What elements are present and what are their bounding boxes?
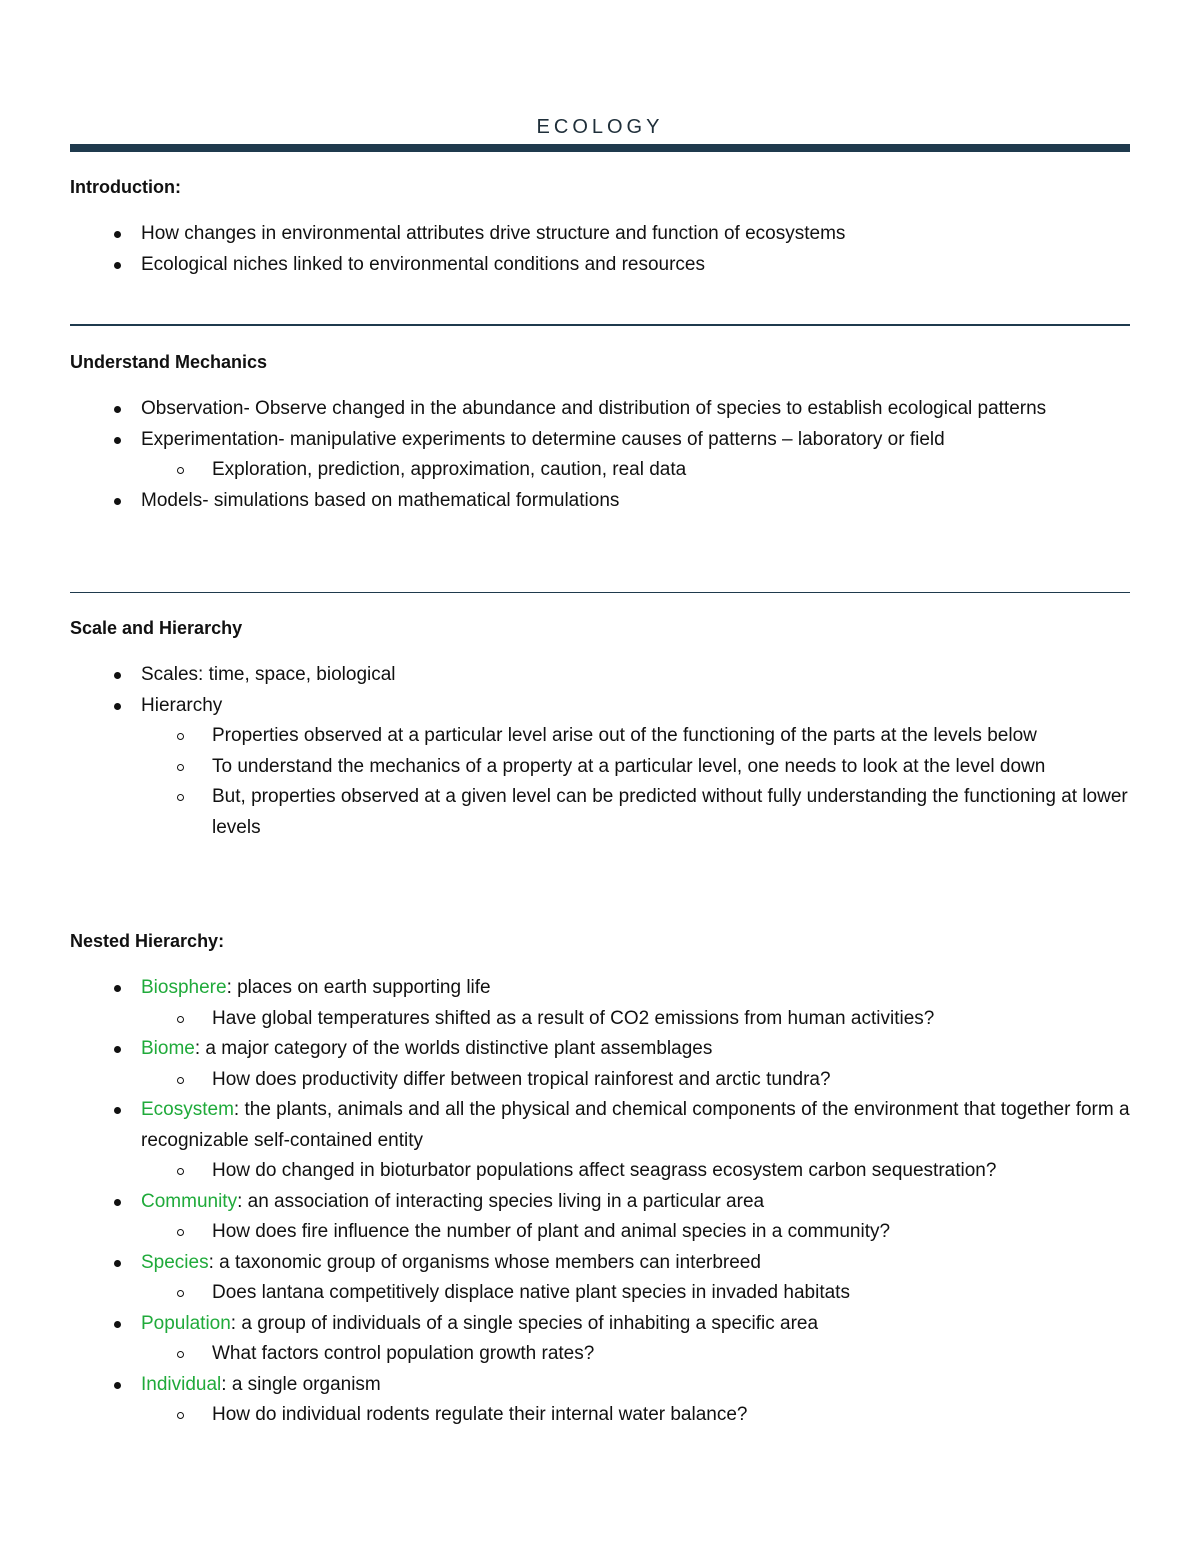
bullet-icon — [114, 262, 121, 269]
bullet-icon — [114, 498, 121, 505]
sub-list-item: But, properties observed at a given level can be predicted without fully understanding the functioning at lower levels — [70, 782, 1130, 843]
bullet-icon — [114, 985, 121, 992]
section-introduction — [70, 175, 1130, 280]
list-item: Community: an association of interacting species living in a particular area How does fire influence the number of plant and animal species in a community? — [70, 1187, 1130, 1248]
term-ecosystem: Ecosystem — [141, 1099, 234, 1120]
section-heading-introduction: Introduction: — [70, 177, 181, 197]
document-title: ECOLOGY — [536, 116, 664, 138]
list-item: Individual: a single organism How do individual rodents regulate their internal water balance? — [70, 1370, 1130, 1431]
list-item: Hierarchy Properties observed at a particular level arise out of the functioning of the parts at the levels below To understand the mechanics of a property at a particular level, one needs to look at the level down But, properties observed at a given level can be predicted without fully understanding the functioning at lower levels — [70, 691, 1130, 844]
list-item: Species: a taxonomic group of organisms whose members can interbreed Does lantana competitively displace native plant species in invaded habitats — [70, 1248, 1130, 1309]
list-item: Biome: a major category of the worlds distinctive plant assemblages How does productivity differ between tropical rainforest and arctic tundra? — [70, 1034, 1130, 1095]
term-biome: Biome — [141, 1038, 195, 1059]
bullet-icon — [114, 1107, 121, 1114]
circle-bullet-icon — [177, 1229, 184, 1236]
section-heading-scale: Scale and Hierarchy — [70, 618, 243, 638]
list-item: Models- simulations based on mathematical formulations — [70, 486, 1130, 517]
title-rule — [70, 144, 1130, 152]
bullet-icon — [114, 406, 121, 413]
list-item: How changes in environmental attributes drive structure and function of ecosystems — [70, 219, 1130, 250]
bullet-icon — [114, 437, 121, 444]
scale-sublist — [141, 721, 1130, 843]
term-community: Community — [141, 1190, 238, 1212]
term-species: Species — [141, 1251, 209, 1273]
circle-bullet-icon — [177, 1290, 184, 1297]
bullet-icon — [114, 672, 121, 679]
sub-list-item: How does fire influence the number of plant and animal species in a community? — [70, 1217, 1130, 1248]
sub-list-item: Have global temperatures shifted as a result of CO2 emissions from human activities? — [70, 1004, 1130, 1035]
bullet-icon — [114, 231, 121, 238]
bullet-icon — [114, 1382, 121, 1389]
sub-list-item: To understand the mechanics of a property at a particular level, one needs to look at the level down — [70, 752, 1130, 783]
section-mechanics — [70, 350, 1130, 516]
sub-list-item: Exploration, prediction, approximation, caution, real data — [70, 455, 1130, 486]
circle-bullet-icon — [177, 1351, 184, 1358]
bullet-icon — [114, 1321, 121, 1328]
circle-bullet-icon — [177, 794, 184, 801]
list-item: Ecological niches linked to environmental conditions and resources — [70, 250, 1130, 281]
nested-list — [70, 973, 1130, 1431]
sub-list-item: What factors control population growth rates? — [70, 1339, 1130, 1370]
list-item: Scales: time, space, biological — [70, 660, 1130, 691]
list-item: Biosphere: places on earth supporting life Have global temperatures shifted as a result of CO2 emissions from human activities? — [70, 973, 1130, 1034]
section-divider — [70, 324, 1130, 326]
circle-bullet-icon — [177, 1016, 184, 1023]
sub-list-item: Properties observed at a particular level arise out of the functioning of the parts at the levels below — [70, 721, 1130, 752]
mechanics-sublist — [141, 455, 1130, 486]
term-individual: Individual — [141, 1373, 222, 1395]
bullet-icon — [114, 1260, 121, 1267]
bullet-icon — [114, 1199, 121, 1206]
circle-bullet-icon — [177, 764, 184, 771]
section-nested-hierarchy — [70, 929, 1130, 1431]
section-heading-nested: Nested Hierarchy: — [70, 931, 225, 951]
sub-list-item: Does lantana competitively displace native plant species in invaded habitats — [70, 1278, 1130, 1309]
section-scale — [70, 616, 1130, 843]
scale-list — [70, 660, 1130, 843]
term-biosphere: Biosphere — [141, 977, 227, 998]
list-item: Experimentation- manipulative experiments to determine causes of patterns – laboratory or field Exploration, prediction, approximation, caution, real data — [70, 425, 1130, 486]
list-item: Ecosystem: the plants, animals and all the physical and chemical components of the environment that together form a recognizable self-contained entity How do changed in bioturbator populations affect seagrass ecosystem carbon sequestration? — [70, 1095, 1130, 1187]
circle-bullet-icon — [177, 733, 184, 740]
bullet-icon — [114, 1046, 121, 1053]
bullet-icon — [114, 703, 121, 710]
list-item: Population: a group of individuals of a single species of inhabiting a specific area What factors control population growth rates? — [70, 1309, 1130, 1370]
introduction-list — [70, 219, 1130, 280]
circle-bullet-icon — [177, 1412, 184, 1419]
sub-list-item: How do individual rodents regulate their internal water balance? — [70, 1400, 1130, 1431]
sub-list-item: How do changed in bioturbator populations affect seagrass ecosystem carbon sequestration? — [70, 1156, 1130, 1187]
list-item: Observation- Observe changed in the abundance and distribution of species to establish ecological patterns — [70, 394, 1130, 425]
section-divider — [70, 592, 1130, 593]
term-population: Population — [141, 1312, 231, 1334]
circle-bullet-icon — [177, 467, 184, 474]
section-heading-mechanics: Understand Mechanics — [70, 352, 268, 372]
sub-list-item: How does productivity differ between tropical rainforest and arctic tundra? — [70, 1065, 1130, 1096]
circle-bullet-icon — [177, 1168, 184, 1175]
mechanics-list — [70, 394, 1130, 516]
circle-bullet-icon — [177, 1077, 184, 1084]
